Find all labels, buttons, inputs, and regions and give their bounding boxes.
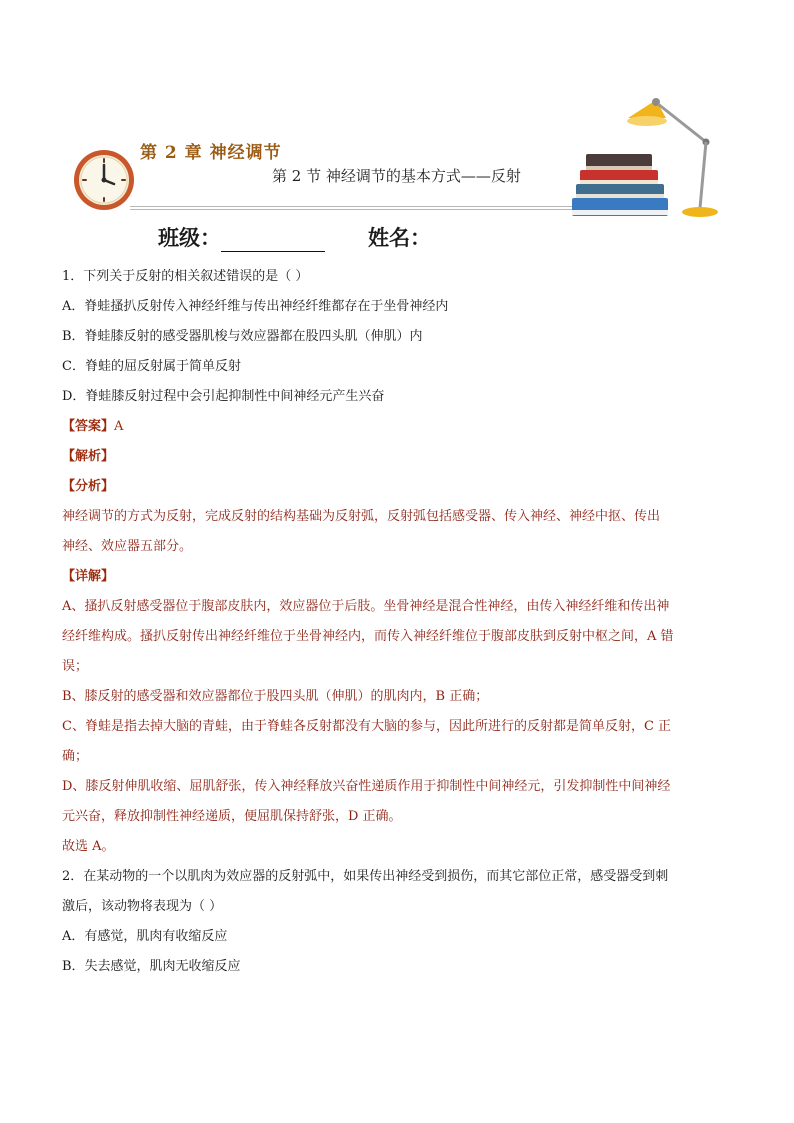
chapter-title: 第 2 章 神经调节: [140, 143, 282, 163]
detail-line: 经纤维构成。搔扒反射传出神经纤维位于坐骨神经内，而传入神经纤维位于腹部皮肤到反射中枢之间，A 错: [62, 629, 674, 644]
section-title: 第 2 节 神经调节的基本方式——反射: [272, 167, 521, 185]
q2-option-b: B．失去感觉，肌肉无收缩反应: [62, 959, 241, 974]
class-blank[interactable]: [221, 227, 325, 252]
name-field: [368, 222, 431, 252]
desk-lamp-icon: [622, 92, 726, 222]
document-body: [62, 262, 738, 982]
conclusion-line: 故选 A。: [62, 839, 115, 854]
analysis-tag: 【解析】: [62, 449, 115, 464]
answer-tag: 【答案】: [62, 419, 115, 434]
detail-line: 确；: [62, 749, 89, 764]
detail-line: 误；: [62, 659, 89, 674]
class-label: 班级：: [158, 226, 221, 250]
question-2-stem: 2．在某动物的一个以肌肉为效应器的反射弧中，如果传出神经受到损伤，而其它部位正常，感受器受到刺: [62, 869, 669, 884]
fenxi-tag: 【分析】: [62, 479, 115, 494]
header-divider-2: [130, 209, 580, 210]
fenxi-line: 神经、效应器五部分。: [62, 539, 193, 554]
detail-line: C、脊蛙是指去掉大脑的青蛙，由于脊蛙各反射都没有大脑的参与，因此所进行的反射都是简单反射，C 正: [62, 719, 672, 734]
detail-line: D、膝反射伸肌收缩、屈肌舒张，传入神经释放兴奋性递质作用于抑制性中间神经元，引发抑制性中间神经: [62, 779, 671, 794]
q1-answer: [62, 412, 738, 442]
detail-line: 元兴奋，释放抑制性神经递质，便屈肌保持舒张，D 正确。: [62, 809, 402, 824]
fenxi-line: 神经调节的方式为反射，完成反射的结构基础为反射弧，反射弧包括感受器、传入神经、神经中抠、传出: [62, 509, 661, 524]
class-field: [158, 222, 325, 252]
detail-line: B、膝反射的感受器和效应器都位于股四头肌（伸肌）的肌肉内，B 正确；: [62, 689, 489, 704]
detail-line: A、搔扒反射感受器位于腹部皮肤内，效应器位于后肢。坐骨神经是混合性神经，由传入神经纤维和传出神: [62, 599, 670, 614]
question-1-stem: 1．下列关于反射的相关叙述错误的是（ ）: [62, 269, 309, 284]
q1-option-c: C．脊蛙的屈反射属于简单反射: [62, 359, 241, 374]
q1-option-d: D．脊蛙膝反射过程中会引起抑制性中间神经元产生兴奋: [62, 389, 385, 404]
name-label: 姓名：: [368, 226, 431, 250]
detail-tag: 【详解】: [62, 569, 115, 584]
q1-option-b: B．脊蛙膝反射的感受器肌梭与效应器都在股四头肌（伸肌）内: [62, 329, 423, 344]
clock-icon: [72, 148, 136, 212]
page-header: [0, 0, 794, 250]
answer-value: A: [114, 419, 124, 434]
question-2-stem-cont: 激后，该动物将表现为（ ）: [62, 899, 223, 914]
header-divider: [130, 206, 575, 207]
q1-option-a: A．脊蛙搔扒反射传入神经纤维与传出神经纤维都存在于坐骨神经内: [62, 299, 449, 314]
q2-option-a: A．有感觉，肌肉有收缩反应: [62, 929, 228, 944]
